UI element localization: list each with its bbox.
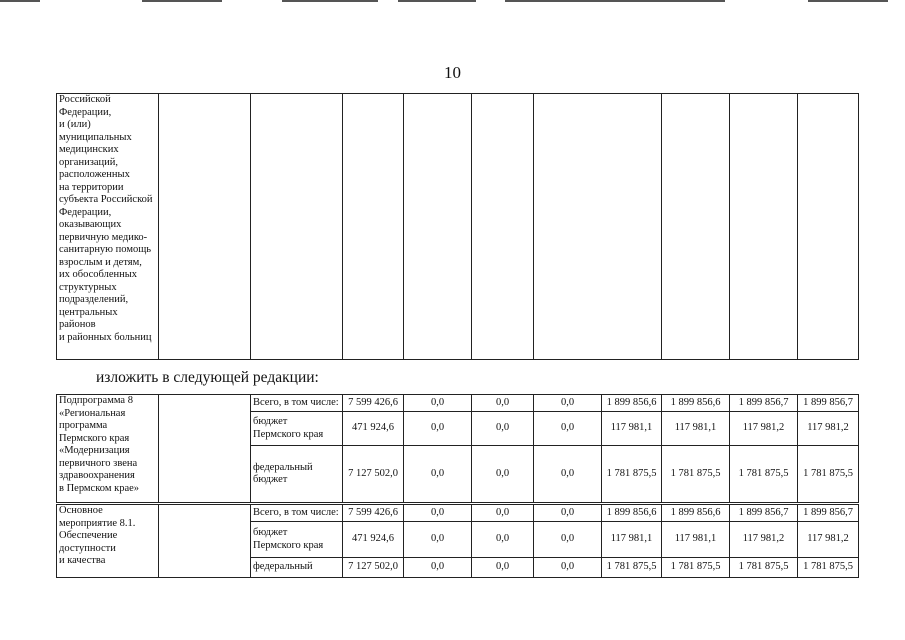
- row-label: федеральный бюджет: [251, 446, 343, 503]
- activity-table: [56, 504, 859, 578]
- value-cell: 0,0: [472, 522, 534, 558]
- subprogram-table: [56, 394, 859, 503]
- value-cell: 0,0: [404, 412, 472, 446]
- value-cell: 1 899 856,7: [730, 395, 798, 412]
- top-border-line: [505, 0, 725, 2]
- top-border-line: [142, 0, 222, 2]
- empty-cell: [730, 94, 798, 360]
- organization-description: Российской Федерации, и (или) муниципальных медицинских организаций, расположенных на территории субъекта Российской Федерации, оказывающих первичную медико- санитарную помощь взрослым и детям, их обособленных структурных подразделений, центральных районов и районных больниц: [57, 94, 159, 360]
- table-row: [57, 505, 859, 522]
- value-cell: 7 127 502,0: [343, 446, 404, 503]
- value-cell: 0,0: [404, 505, 472, 522]
- empty-cell: [159, 505, 251, 578]
- value-cell: 117 981,1: [662, 412, 730, 446]
- value-cell: 0,0: [534, 505, 602, 522]
- empty-cell: [159, 395, 251, 503]
- top-border-line: [0, 0, 40, 2]
- value-cell: 0,0: [472, 505, 534, 522]
- value-cell: 117 981,2: [730, 412, 798, 446]
- value-cell: 1 781 875,5: [730, 558, 798, 578]
- value-cell: 0,0: [472, 412, 534, 446]
- instruction-text: изложить в следующей редакции:: [96, 369, 319, 386]
- row-label: Всего, в том числе:: [251, 395, 343, 412]
- row-label: бюджет Пермского края: [251, 522, 343, 558]
- empty-cell: [798, 94, 859, 360]
- value-cell: 117 981,1: [662, 522, 730, 558]
- empty-cell: [159, 94, 251, 360]
- value-cell: 0,0: [404, 446, 472, 503]
- value-cell: 0,0: [534, 446, 602, 503]
- value-cell: 1 781 875,5: [602, 558, 662, 578]
- value-cell: 0,0: [472, 446, 534, 503]
- value-cell: 1 899 856,6: [662, 395, 730, 412]
- row-label: федеральный: [251, 558, 343, 578]
- value-cell: 0,0: [534, 412, 602, 446]
- activity-name: Основное мероприятие 8.1. Обеспечение доступности и качества: [57, 505, 159, 578]
- top-border-line: [282, 0, 378, 2]
- value-cell: 1 781 875,5: [798, 446, 859, 503]
- subprogram-name: Подпрограмма 8 «Региональная программа Пермского края «Модернизация первичного звена здравоохранения в Пермском крае»: [57, 395, 159, 503]
- top-border-line: [808, 0, 888, 2]
- value-cell: 1 899 856,6: [602, 505, 662, 522]
- value-cell: 0,0: [472, 558, 534, 578]
- value-cell: 0,0: [404, 395, 472, 412]
- value-cell: 117 981,1: [602, 522, 662, 558]
- top-border-line: [398, 0, 476, 2]
- empty-cell: [662, 94, 730, 360]
- value-cell: 0,0: [404, 558, 472, 578]
- value-cell: 1 899 856,6: [602, 395, 662, 412]
- value-cell: 0,0: [404, 522, 472, 558]
- value-cell: 1 899 856,6: [662, 505, 730, 522]
- value-cell: 471 924,6: [343, 412, 404, 446]
- value-cell: 117 981,2: [730, 522, 798, 558]
- value-cell: 7 599 426,6: [343, 395, 404, 412]
- empty-cell: [251, 94, 343, 360]
- table-row: [57, 395, 859, 412]
- empty-cell: [472, 94, 534, 360]
- value-cell: 1 781 875,5: [730, 446, 798, 503]
- value-cell: 0,0: [534, 522, 602, 558]
- empty-cell: [404, 94, 472, 360]
- empty-cell: [343, 94, 404, 360]
- empty-cell: [534, 94, 662, 360]
- value-cell: 1 899 856,7: [798, 395, 859, 412]
- value-cell: 1 781 875,5: [662, 446, 730, 503]
- value-cell: 117 981,2: [798, 412, 859, 446]
- value-cell: 7 127 502,0: [343, 558, 404, 578]
- value-cell: 1 899 856,7: [730, 505, 798, 522]
- value-cell: 1 781 875,5: [798, 558, 859, 578]
- continued-table: [56, 93, 859, 360]
- value-cell: 1 781 875,5: [662, 558, 730, 578]
- value-cell: 7 599 426,6: [343, 505, 404, 522]
- value-cell: 117 981,1: [602, 412, 662, 446]
- value-cell: 471 924,6: [343, 522, 404, 558]
- value-cell: 1 781 875,5: [602, 446, 662, 503]
- value-cell: 117 981,2: [798, 522, 859, 558]
- value-cell: 0,0: [534, 395, 602, 412]
- value-cell: 1 899 856,7: [798, 505, 859, 522]
- row-label: Всего, в том числе:: [251, 505, 343, 522]
- page-number: 10: [444, 63, 461, 82]
- value-cell: 0,0: [534, 558, 602, 578]
- row-label: бюджет Пермского края: [251, 412, 343, 446]
- value-cell: 0,0: [472, 395, 534, 412]
